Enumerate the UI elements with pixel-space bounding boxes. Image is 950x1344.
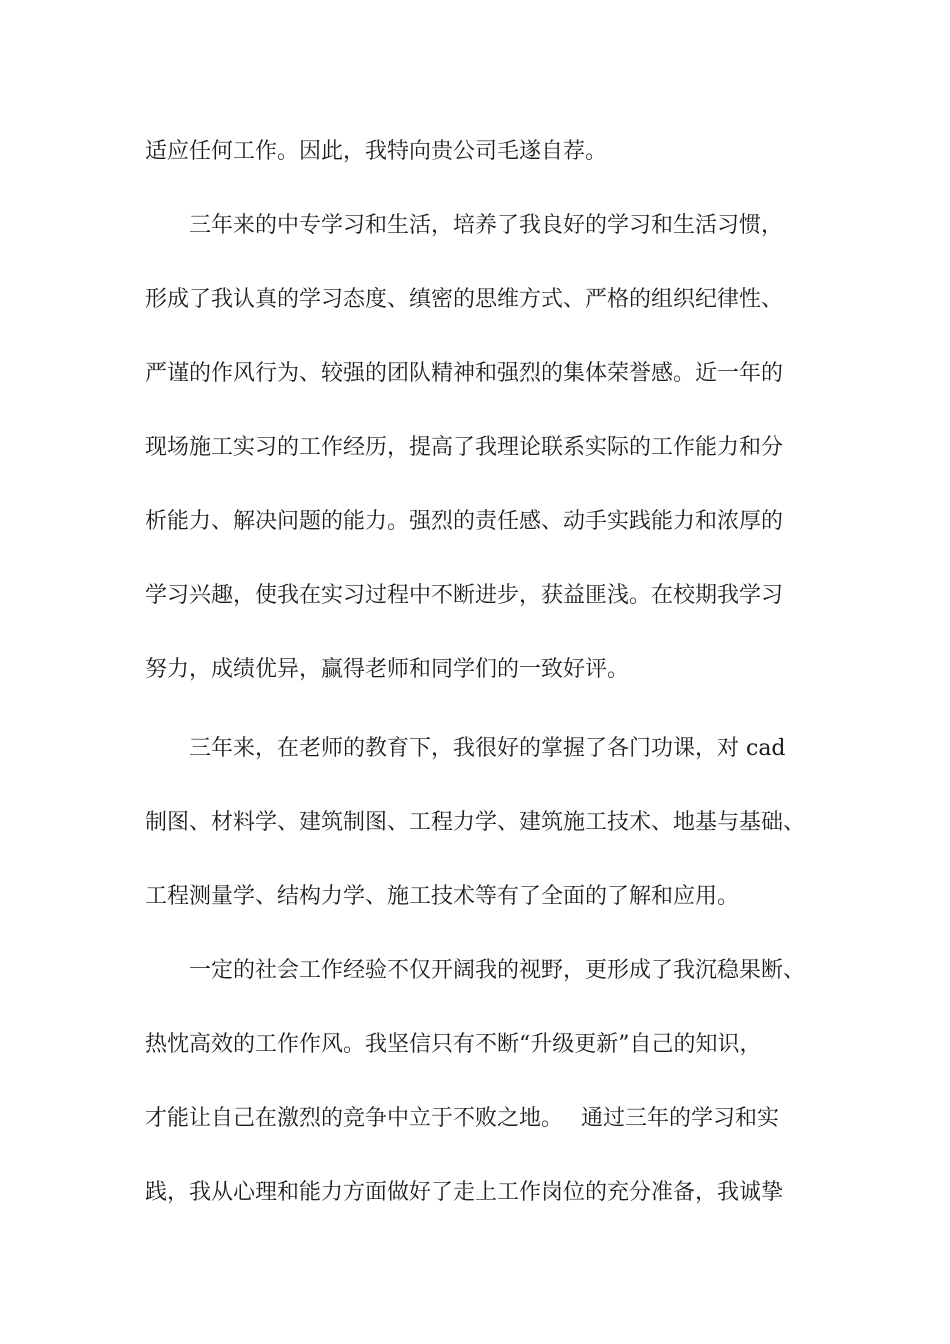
text-line: 制图、材料学、建筑制图、工程力学、建筑施工技术、地基与基础、 bbox=[145, 810, 806, 835]
text-line: 严谨的作风行为、较强的团队精神和强烈的集体荣誉感。近一年的 bbox=[145, 361, 784, 386]
text-line: 才能让自己在激烈的竞争中立于不败之地。 通过三年的学习和实 bbox=[145, 1106, 779, 1131]
text-line: 努力，成绩优异，赢得老师和同学们的一致好评。 bbox=[145, 657, 630, 682]
text-line: 践，我从心理和能力方面做好了走上工作岗位的充分准备，我诚挚 bbox=[145, 1180, 784, 1205]
text-line: 三年来的中专学习和生活，培养了我良好的学习和生活习惯， bbox=[145, 213, 784, 238]
text-line: 热忱高效的工作作风。我坚信只有不断“升级更新”自己的知识， bbox=[145, 1032, 762, 1057]
text-line: 学习兴趣，使我在实习过程中不断进步，获益匪浅。在校期我学习 bbox=[145, 583, 784, 608]
text-line: 工程测量学、结构力学、施工技术等有了全面的了解和应用。 bbox=[145, 884, 740, 909]
text-line: 三年来，在老师的教育下，我很好的掌握了各门功课，对 cad bbox=[145, 736, 786, 761]
text-line: 形成了我认真的学习态度、缜密的思维方式、严格的组织纪律性、 bbox=[145, 287, 784, 312]
text-line: 适应任何工作。因此，我特向贵公司毛遂自荐。 bbox=[145, 139, 608, 164]
text-line: 现场施工实习的工作经历，提高了我理论联系实际的工作能力和分 bbox=[145, 435, 784, 460]
text-line: 一定的社会工作经验不仅开阔我的视野，更形成了我沉稳果断、 bbox=[145, 958, 806, 983]
text-line: 析能力、解决问题的能力。强烈的责任感、动手实践能力和浓厚的 bbox=[145, 509, 784, 534]
